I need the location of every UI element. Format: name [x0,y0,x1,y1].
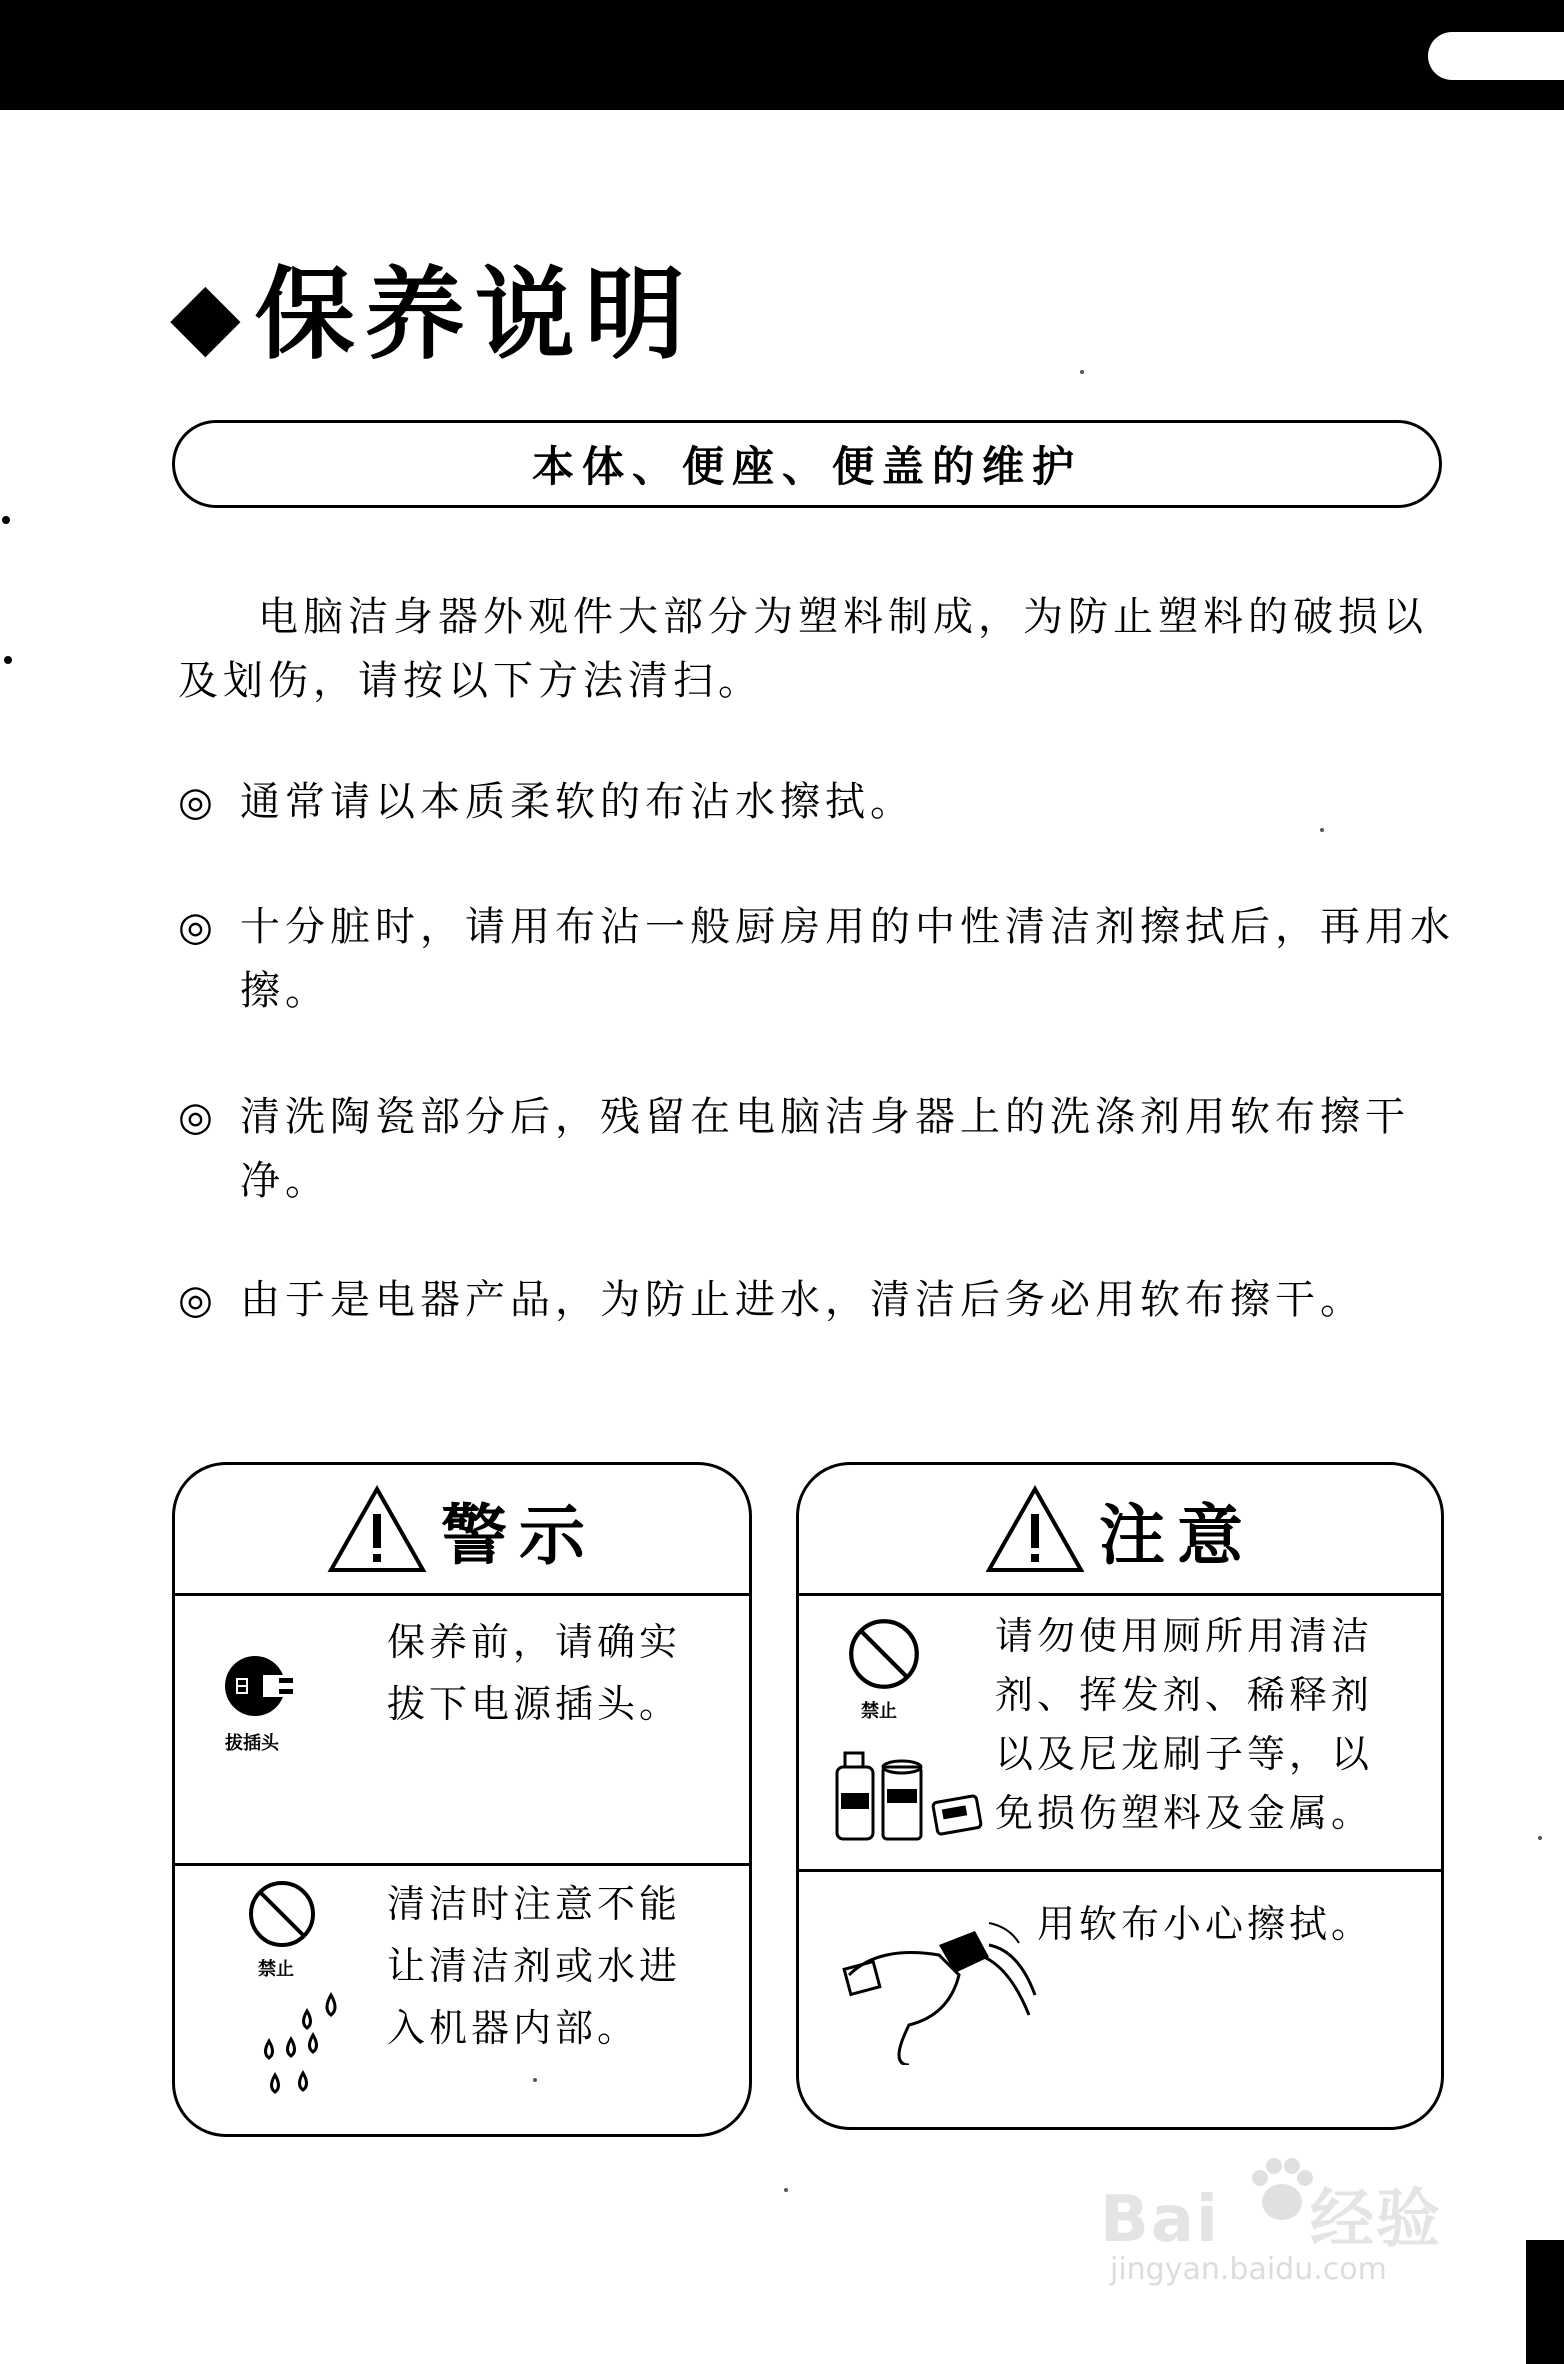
text-line: 清洁时注意不能 [387,1882,682,1926]
watermark-brand: Bai [1100,2183,1220,2257]
caution-box-title: 注意 [1099,1496,1255,1574]
text-line: 入机器内部。 [387,2006,640,2050]
bullet-mark-icon: ◎ [178,1277,218,1323]
bullet-mark-icon: ◎ [178,779,218,825]
caution-item-text [995,1607,1373,1843]
warning-box-title: 警示 [441,1496,597,1574]
list-item [178,770,1478,834]
warning-triangle-icon [327,1484,427,1574]
caution-box [796,1462,1444,2130]
warning-box [172,1462,752,2137]
warning-item-unplug [175,1593,749,1866]
warning-item-no-water [175,1863,749,2134]
bullet-text: 十分脏时，请用布沾一般厨房用的中性清洁剂擦拭后，再用水擦。 [240,904,1455,1014]
bullet-text: 清洗陶瓷部分后，残留在电脑洁身器上的洗涤剂用软布擦干净。 [240,1094,1410,1204]
text-line: 以及尼龙刷子等，以 [995,1732,1374,1776]
page-heading [170,255,695,375]
bullet-text: 由于是电器产品，为防止进水，清洁后务必用软布擦干。 [240,1277,1365,1323]
water-drops-icon [247,1987,357,2107]
wiping-hand-icon [839,1915,1039,2065]
bullet-mark-icon: ◎ [178,1094,218,1140]
unplug-icon [223,1651,293,1721]
prohibited-icon [247,1879,317,1949]
text-line: 免损伤塑料及金属。 [995,1791,1374,1835]
prohibited-icon-label: 禁止 [258,1959,294,1980]
bullet-text: 通常请以本质柔软的布沾水擦拭。 [240,779,915,825]
text-line: 拔下电源插头。 [387,1682,682,1726]
unplug-icon-label: 拔插头 [225,1733,279,1754]
text-line: 保养前，请确实 [387,1620,682,1664]
page-edge-tab [1526,2240,1564,2364]
list-item [178,1085,1478,1213]
warning-item-text [387,1611,681,1735]
top-chapter-tab [1428,32,1564,80]
list-item [178,895,1478,1023]
caution-item-no-chemicals [799,1593,1441,1872]
top-black-bar [0,0,1564,110]
text-line: 让清洁剂或水进 [387,1944,682,1988]
diamond-icon: ◆ [170,261,241,368]
page-title: 保养说明 [254,256,695,373]
prohibited-icon [847,1617,921,1691]
section-banner: 本体、便座、便盖的维护 [172,420,1442,508]
paw-icon [1242,2150,1322,2230]
warning-box-header [175,1465,749,1596]
cleaning-bottles-icon [831,1745,991,1845]
intro-paragraph: 电脑洁身器外观件大部分为塑料制成，为防止塑料的破损以及划伤，请按以下方法清扫。 [178,594,1428,704]
watermark-brand-cn: 经验 [1309,2183,1442,2257]
text-line: 剂、挥发剂、稀释剂 [995,1673,1374,1717]
warning-item-text [387,1873,681,2059]
prohibited-icon-label: 禁止 [861,1701,897,1722]
warning-triangle-icon [985,1484,1085,1574]
caution-item-soft-wipe [799,1869,1441,2127]
caution-item-text: 用软布小心擦拭。 [1037,1902,1374,1946]
list-item [178,1268,1478,1332]
watermark-url: jingyan.baidu.com [1110,2252,1387,2287]
caution-box-header [799,1465,1441,1596]
text-line: 请勿使用厕所用清洁 [995,1614,1374,1658]
bullet-mark-icon: ◎ [178,904,218,950]
